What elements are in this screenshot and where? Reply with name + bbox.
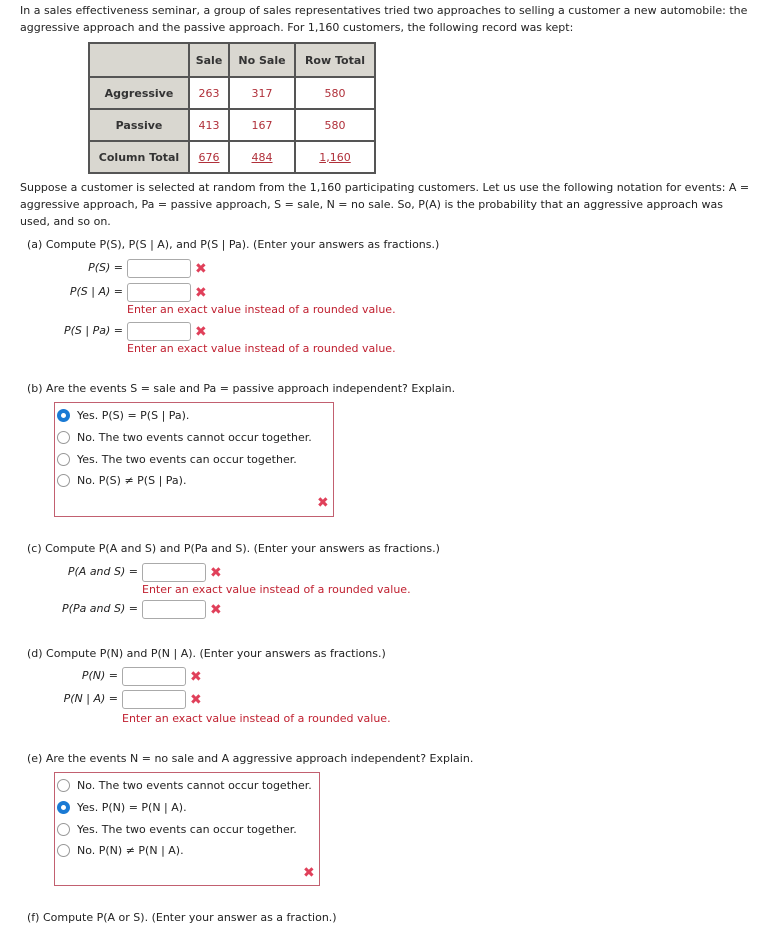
cell: 580 — [295, 77, 375, 109]
header-blank — [89, 43, 189, 77]
question-e: (e) Are the events N = no sale and A aggressive approach independent? Explain. — [27, 752, 474, 765]
option-e-1[interactable]: No. The two events cannot occur together. — [57, 779, 312, 792]
label-ppa-and-s: P(Pa and S) = — [62, 602, 138, 615]
notation-text: Suppose a customer is selected at random from the 1,160 participating customers. Let us use the following notation for events: A = aggressive approach, Pa = passive approach, S = sale, N = no sale. So, P(A) is the probability that an aggressive approach was used, and so on. — [20, 181, 750, 228]
radio-icon[interactable] — [57, 453, 70, 466]
radio-icon[interactable] — [57, 779, 70, 792]
intro-text: In a sales effectiveness seminar, a group of sales representatives tried two approaches to selling a customer a new automobile: the aggressive approach and the passive approach. For 1,160 customers, the following record was kept: — [20, 4, 748, 34]
table-row — [89, 141, 375, 173]
question-c: (c) Compute P(A and S) and P(Pa and S). (Enter your answers as fractions.) — [27, 542, 440, 555]
option-b-4[interactable]: No. P(S) ≠ P(S | Pa). — [57, 474, 186, 487]
wrong-icon: ✖ — [317, 495, 329, 511]
cell: 263 — [189, 77, 229, 109]
label-ps-given-a: P(S | A) = — [69, 285, 123, 298]
error-message: Enter an exact value instead of a rounded value. — [122, 712, 391, 725]
question-a: (a) Compute P(S), P(S | A), and P(S | Pa). (Enter your answers as fractions.) — [27, 238, 440, 251]
question-d: (d) Compute P(N) and P(N | A). (Enter your answers as fractions.) — [27, 647, 386, 660]
error-message: Enter an exact value instead of a rounded value. — [142, 583, 411, 596]
p-pa-and-s-input[interactable] — [142, 600, 206, 619]
option-b-3[interactable]: Yes. The two events can occur together. — [57, 453, 297, 466]
cell: 413 — [189, 109, 229, 141]
cell: 1,160 — [319, 150, 351, 164]
answer-box-e — [54, 772, 320, 886]
cell: 676 — [198, 150, 220, 164]
error-message: Enter an exact value instead of a rounded value. — [127, 303, 396, 316]
label-ps-given-pa: P(S | Pa) = — [64, 324, 123, 337]
wrong-icon: ✖ — [195, 261, 207, 277]
label-pn: P(N) = — [81, 669, 118, 682]
wrong-icon: ✖ — [210, 565, 222, 581]
wrong-icon: ✖ — [195, 324, 207, 340]
error-message: Enter an exact value instead of a rounded value. — [127, 342, 396, 355]
cell: 317 — [229, 77, 295, 109]
ps-given-a-input[interactable] — [127, 283, 191, 302]
pn-given-a-input[interactable] — [122, 690, 186, 709]
label-ps: P(S) = — [88, 261, 123, 274]
option-b-2[interactable]: No. The two events cannot occur together. — [57, 431, 312, 444]
p-a-and-s-input[interactable] — [142, 563, 206, 582]
ps-given-pa-input[interactable] — [127, 322, 191, 341]
label-pa-and-s: P(A and S) = — [67, 565, 138, 578]
wrong-icon: ✖ — [190, 692, 202, 708]
wrong-icon: ✖ — [303, 865, 315, 881]
header-sale: Sale — [189, 43, 229, 77]
pn-input[interactable] — [122, 667, 186, 686]
radio-icon[interactable] — [57, 823, 70, 836]
option-e-4[interactable]: No. P(N) ≠ P(N | A). — [57, 844, 184, 857]
label-pn-given-a: P(N | A) = — [63, 692, 118, 705]
cell: 580 — [295, 109, 375, 141]
row-label: Aggressive — [89, 77, 189, 109]
answer-box-b — [54, 402, 334, 517]
wrong-icon: ✖ — [210, 602, 222, 618]
row-label: Column Total — [89, 141, 189, 173]
option-e-3[interactable]: Yes. The two events can occur together. — [57, 823, 297, 836]
wrong-icon: ✖ — [195, 285, 207, 301]
radio-icon[interactable] — [57, 474, 70, 487]
option-b-1[interactable]: Yes. P(S) = P(S | Pa). — [57, 409, 189, 422]
ps-input[interactable] — [127, 259, 191, 278]
question-f: (f) Compute P(A or S). (Enter your answer as a fraction.) — [27, 911, 337, 924]
header-row-total: Row Total — [295, 43, 375, 77]
radio-selected-icon[interactable] — [57, 801, 70, 814]
radio-icon[interactable] — [57, 431, 70, 444]
option-e-2[interactable]: Yes. P(N) = P(N | A). — [57, 801, 187, 814]
radio-icon[interactable] — [57, 844, 70, 857]
table-row — [89, 109, 375, 141]
header-no-sale: No Sale — [229, 43, 295, 77]
cell: 167 — [229, 109, 295, 141]
contingency-table — [88, 42, 376, 174]
wrong-icon: ✖ — [190, 669, 202, 685]
question-b: (b) Are the events S = sale and Pa = passive approach independent? Explain. — [27, 382, 456, 395]
radio-selected-icon[interactable] — [57, 409, 70, 422]
table-row — [89, 77, 375, 109]
row-label: Passive — [89, 109, 189, 141]
cell: 484 — [251, 150, 273, 164]
